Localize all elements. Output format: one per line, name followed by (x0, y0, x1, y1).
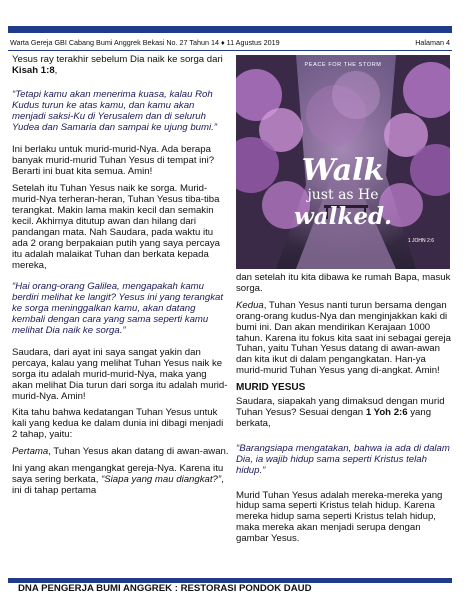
right-paragraph-1: dan setelah itu kita dibawa ke rumah Bapa, masuk sorga. (236, 272, 451, 294)
paragraph-6-text-a: Ini yang akan mengangkat gereja-Nya. Karena itu saya sering berkata, (12, 463, 224, 485)
walk-image (236, 55, 450, 269)
left-column (12, 55, 230, 503)
header-title: Warta Gereja GBI Cabang Bumi Anggrek Bekasi No. 27 Tahun 14 ♦ 11 Agustus 2019 (10, 38, 280, 47)
page-number: Halaman 4 (415, 38, 450, 47)
right-paragraph-3-text-b: yang berkata, (236, 406, 432, 429)
page-footer: DNA PENGERJA BUMI ANGGREK : RESTORASI PONDOK DAUD (18, 583, 312, 594)
right-paragraph-2 (236, 301, 452, 377)
first-stage-label: Pertama (12, 446, 49, 458)
paragraph-6-quote: “Siapa yang mau diangkat?” (101, 474, 222, 485)
paragraph-5 (12, 447, 230, 458)
paragraph-3: Saudara, dari ayat ini saya sangat yakin dan percaya, kalau yang melihat Tuhan Yesus naik ke sorga itu adalah murid-murid-Nya, maka yang akan melihat Dia turun dari sorga itu adalah murid-murid-Nya. Amin! (12, 346, 228, 402)
right-scripture-ref: 1 Yoh 2:6 (365, 406, 408, 418)
right-paragraph-3 (236, 397, 452, 430)
section-heading: MURID YESUS (236, 382, 306, 394)
top-rule (8, 26, 452, 33)
photo-scripture-ref: 1 JOHN 2:6 (407, 238, 434, 244)
photo-title-walk: Walk (301, 153, 385, 188)
intro-paragraph (12, 55, 230, 77)
scripture-quote-john: “Barangsiapa mengatakan, bahwa ia ada di dalam Dia, ia wajib hidup sama seperti Kristus telah hidup.” (236, 442, 450, 476)
first-stage-text: , Tuhan Yesus akan datang di awan-awan. (48, 446, 229, 458)
intro-text: Yesus ray terakhir sebelum Dia naik ke sorga dari (12, 54, 223, 65)
paragraph-6 (12, 464, 230, 497)
paragraph-4: Kita tahu bahwa kedatangan Tuhan Yesus untuk kali yang kedua ke dalam dunia ini dibagi menjadi 2 tahap, yaitu: (12, 407, 224, 441)
paragraph-6-text-b: , ini di tahap pertama (12, 474, 224, 496)
intro-scripture-ref: Kisah 1:8 (12, 64, 55, 76)
second-stage-label: Kedua (236, 299, 264, 311)
photo-title-middle: just as He (307, 187, 379, 203)
page-header (8, 36, 452, 51)
scripture-quote-acts: “Tetapi kamu akan menerima kuasa, kalau Roh Kudus turun ke atas kamu, dan kamu akan menjadi saksi-Ku di Yerusalem dan di seluruh Yudea dan Samaria dan sampai ke ujung bumi.” (12, 88, 217, 133)
right-column (236, 273, 452, 551)
intro-end: , (54, 64, 58, 76)
photo-series-tag: PEACE FOR THE STORM (304, 62, 382, 68)
right-paragraph-3-text-a: Saudara, siapakah yang dimaksud dengan murid Tuhan Yesus? Sesuai dengan (236, 396, 445, 418)
scripture-quote-angels: “Hai orang-orang Galilea, mengapakah kamu berdiri melihat ke langit? Yesus ini yang terangkat ke sorga meninggalkan kamu, akan datang kembali dengan cara yang sama seperti kamu melihat Dia naik ke sorga.” (12, 281, 224, 337)
photo-title-walked: walked. (293, 203, 393, 230)
paragraph-1: Ini berlaku untuk murid-murid-Nya. Ada berapa banyak murid-murid Tuhan Yesus di tempat ini? Berarti ini buat kita semua. Amin! (12, 144, 215, 178)
right-paragraph-4: Murid Tuhan Yesus adalah mereka-mereka yang hidup sama seperti Kristus telah hidup. Karena mereka hidup sama seperti Kristus telah hidup, maka mereka akan menjadi serupa dengan gambar Yesus. (236, 489, 443, 545)
second-stage-text: , Tuhan Yesus nanti turun bersama dengan orang-orang kudus-Nya dan menginjakkan kaki di bumi ini. Dan akan mendirikan Kerajaan 1000 tahun. Karena itu fokus kita saat ini sebagai gereja Tuhan, yaitu Tuhan Yesus datang di awan-awan dan kita ikut di dalam pengangkatan. Han-ya murid-murid Tuhan Yesus yang di-angkat. Amin! (236, 299, 451, 377)
paragraph-2: Setelah itu Tuhan Yesus naik ke sorga. Murid-murid-Nya terheran-heran, Tuhan Yesus tiba-tiba terangkat. Makin lama makin kecil dan semakin kecil. Akhirnya ditutup awan dan hilang dari pandangan mata. Nah Saudara, pada waktu itu ada 2 orang berpakaian putih yang saya percaya itu adalah malaikat Tuhan dan berkata kepada mereka, (12, 183, 221, 271)
